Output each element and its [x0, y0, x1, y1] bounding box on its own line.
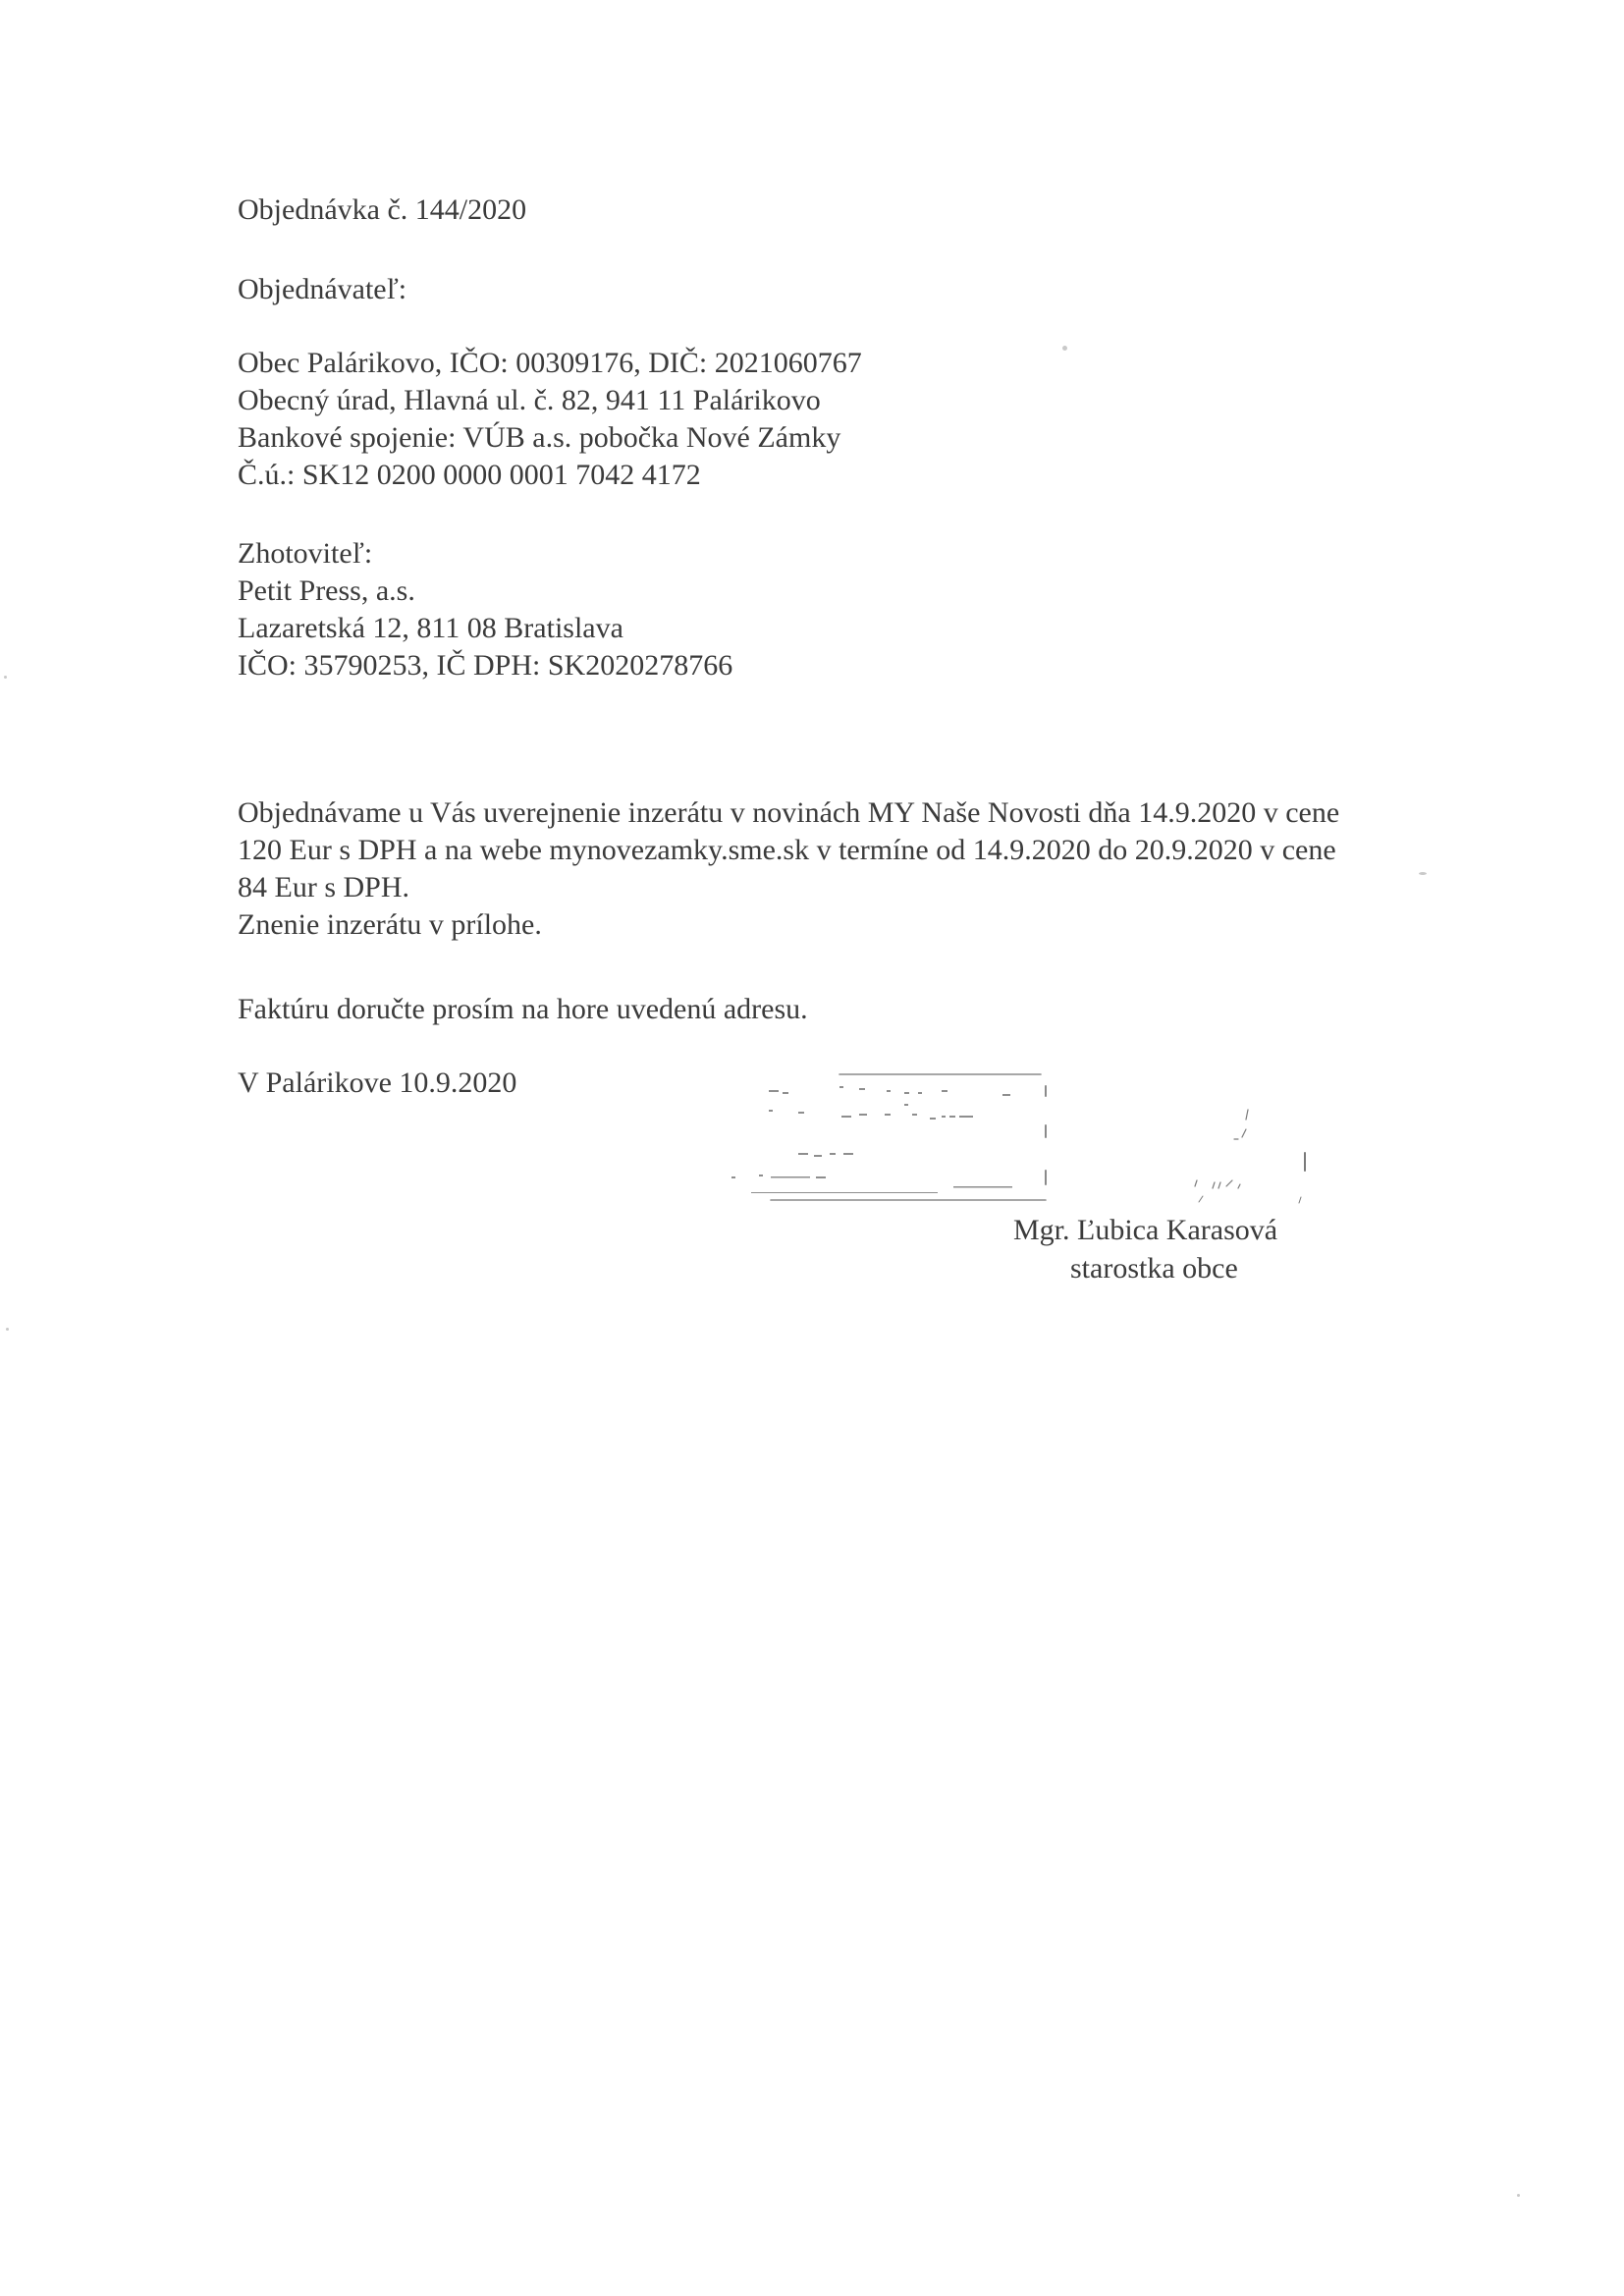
scan-speck — [1517, 2194, 1520, 2197]
body-line-3: 84 Eur s DPH. — [238, 871, 410, 903]
order-title: Objednávka č. 144/2020 — [238, 193, 527, 226]
official-stamp — [712, 1068, 1065, 1206]
scan-speck — [4, 676, 7, 679]
scan-speck — [6, 1328, 9, 1331]
body-line-4: Znenie inzerátu v prílohe. — [238, 908, 542, 941]
orderer-line-4: Č.ú.: SK12 0200 0000 0001 7042 4172 — [238, 459, 701, 491]
body-line-1: Objednávame u Vás uverejnenie inzerátu v novinách MY Naše Novosti dňa 14.9.2020 v cene — [238, 796, 1340, 829]
body-line-2: 120 Eur s DPH a na webe mynovezamky.sme.sk v termíne od 14.9.2020 do 20.9.2020 v cene — [238, 834, 1336, 866]
contractor-line-1: Petit Press, a.s. — [238, 574, 415, 607]
scan-speck — [1419, 872, 1427, 875]
contractor-line-3: IČO: 35790253, IČ DPH: SK2020278766 — [238, 649, 733, 682]
signer-role: starostka obce — [1070, 1252, 1238, 1285]
scan-speck — [1062, 346, 1067, 351]
handwritten-signature — [1183, 1100, 1330, 1213]
contractor-heading: Zhotoviteľ: — [238, 537, 373, 570]
orderer-heading: Objednávateľ: — [238, 273, 407, 305]
place-date: V Palárikove 10.9.2020 — [238, 1066, 517, 1099]
orderer-line-2: Obecný úrad, Hlavná ul. č. 82, 941 11 Palárikovo — [238, 384, 821, 416]
contractor-line-2: Lazaretská 12, 811 08 Bratislava — [238, 612, 623, 644]
invoice-note: Faktúru doručte prosím na hore uvedenú adresu. — [238, 993, 808, 1025]
orderer-line-1: Obec Palárikovo, IČO: 00309176, DIČ: 2021060767 — [238, 347, 862, 379]
signer-name: Mgr. Ľubica Karasová — [1013, 1214, 1278, 1246]
orderer-line-3: Bankové spojenie: VÚB a.s. pobočka Nové Zámky — [238, 421, 841, 454]
